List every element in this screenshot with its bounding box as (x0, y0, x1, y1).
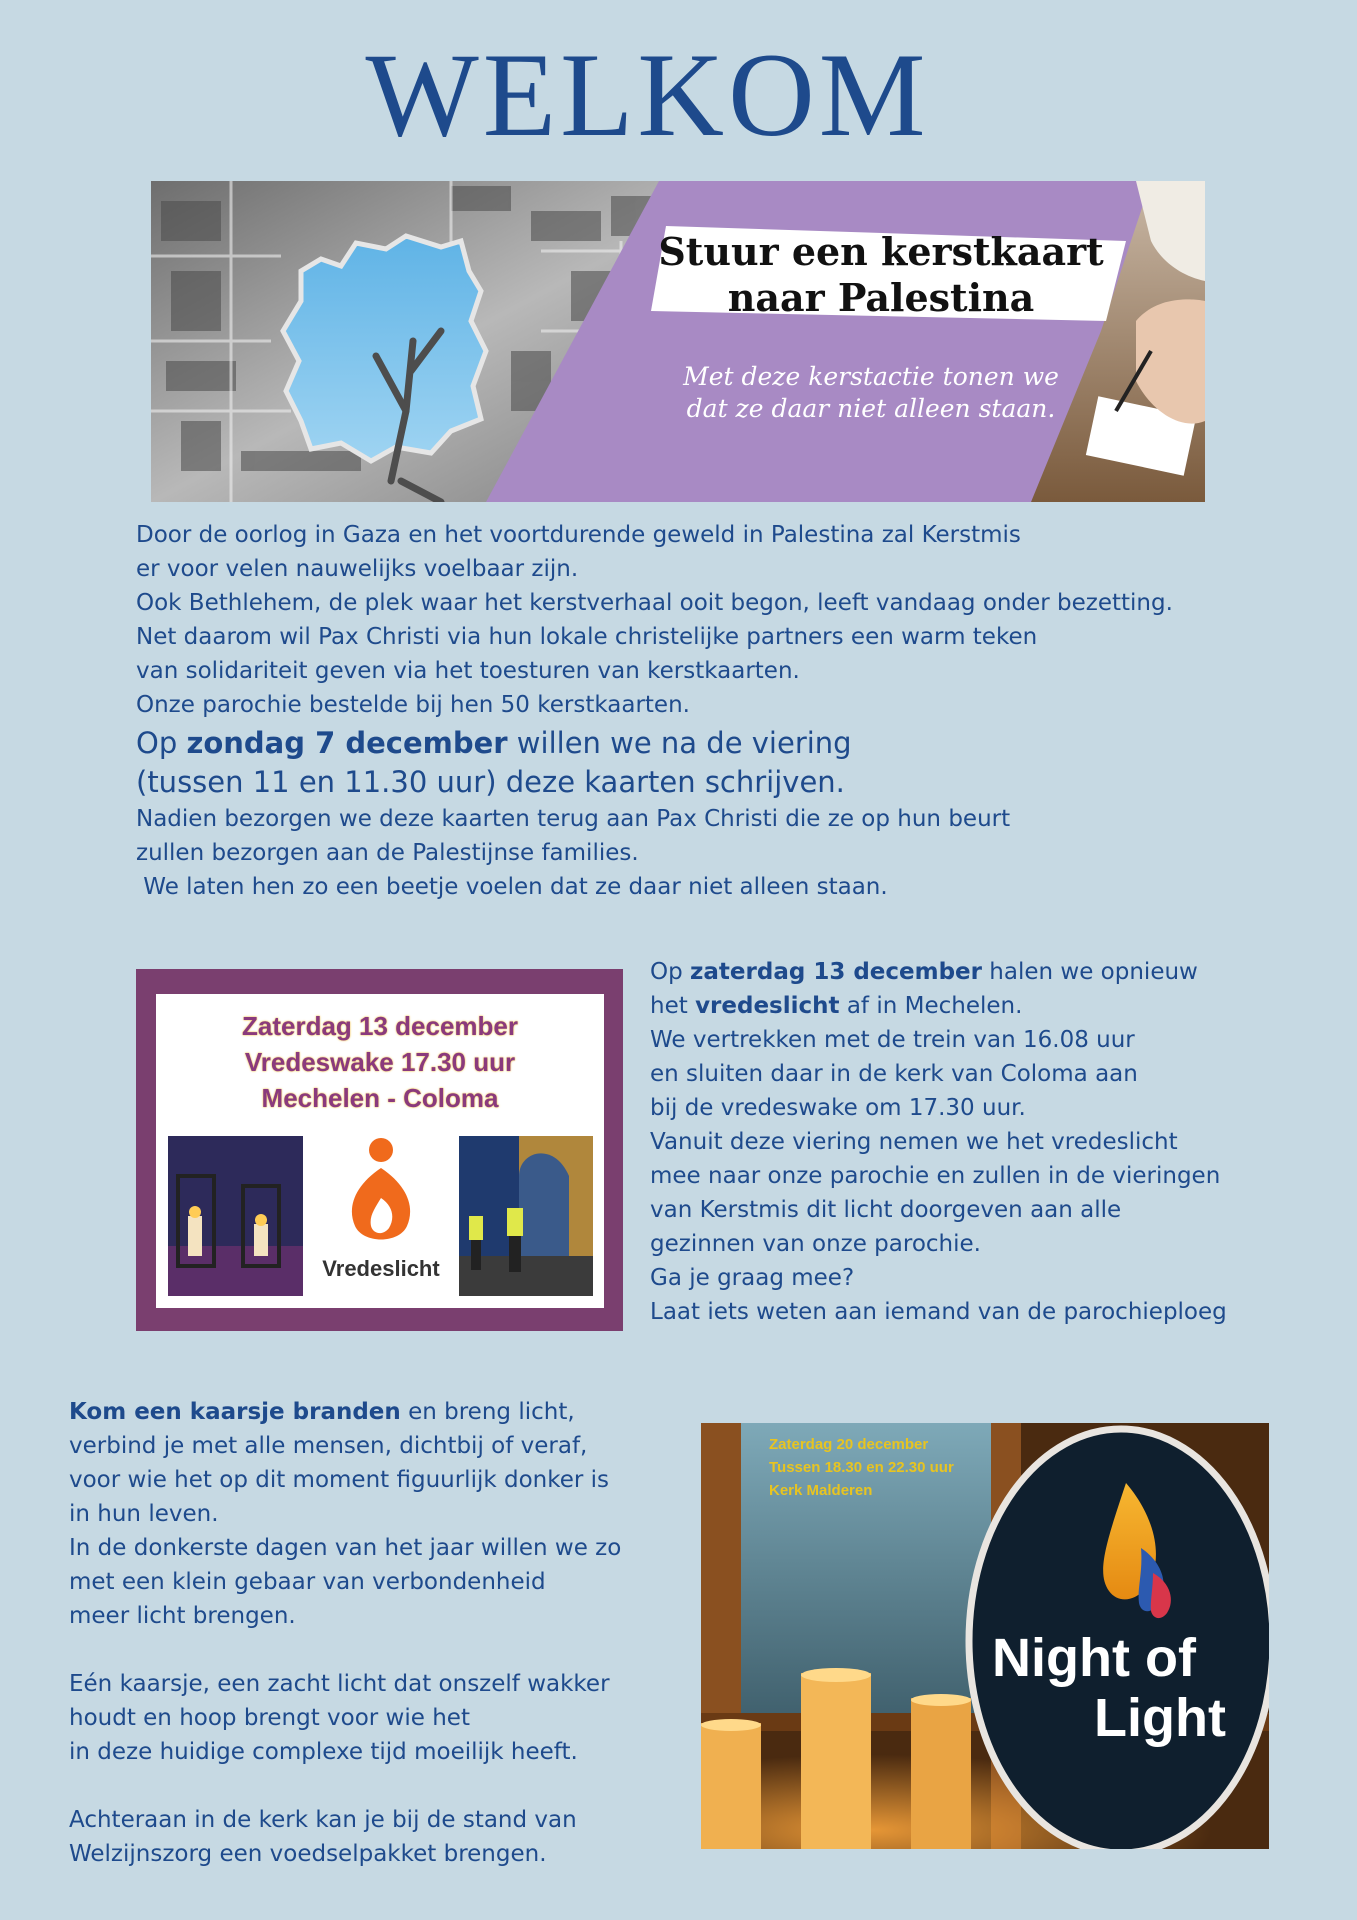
kaarsje-heading: Kom een kaarsje branden (69, 1399, 401, 1425)
christmas-card-banner (151, 181, 1205, 502)
text-fragment: het (650, 993, 696, 1019)
section-kaarsje-text (69, 1395, 621, 1871)
paragraph-line: gezinnen van onze parochie. (650, 1231, 981, 1257)
paragraph-line: verbind je met alle mensen, dichtbij of veraf, (69, 1433, 588, 1459)
vredeslicht-poster (136, 969, 623, 1331)
text-fragment: en breng licht, (400, 1399, 575, 1425)
paragraph-line: zullen bezorgen aan de Palestijnse families. (136, 840, 639, 866)
banner-subtitle (646, 361, 1096, 425)
banner-headline-line1: Stuur een kerstkaart (658, 229, 1104, 274)
nol-location: Kerk Malderen (769, 1482, 873, 1499)
paragraph-line: Nadien bezorgen we deze kaarten terug aan Pax Christi die ze op hun beurt (136, 806, 1011, 832)
vredeslicht-word: vredeslicht (695, 993, 840, 1019)
paragraph-line: in deze huidige complexe tijd moeilijk heeft. (69, 1739, 578, 1765)
paragraph-line: Ga je graag mee? (650, 1265, 855, 1291)
paragraph-line: Welzijnszorg een voedselpakket brengen. (69, 1841, 547, 1867)
nol-title-line1: Night of (992, 1628, 1196, 1688)
paragraph-line: houdt en hoop brengt voor wie het (69, 1705, 470, 1731)
text-fragment: af in Mechelen. (839, 993, 1023, 1019)
paragraph-line: Door de oorlog in Gaza en het voortdurende geweld in Palestina zal Kerstmis (136, 522, 1021, 548)
paragraph-line: We vertrekken met de trein van 16.08 uur (650, 1027, 1135, 1053)
poster-location: Mechelen - Coloma (261, 1083, 499, 1113)
text-fragment: halen we opnieuw (982, 959, 1198, 985)
highlight-prefix: Op (136, 726, 187, 760)
paragraph-line: bij de vredeswake om 17.30 uur. (650, 1095, 1026, 1121)
vredeslicht-logo-label: Vredeslicht (322, 1256, 440, 1281)
nol-time: Tussen 18.30 en 22.30 uur (769, 1459, 954, 1476)
section-kerstkaart-text (136, 518, 1173, 904)
paragraph-line: Laat iets weten aan iemand van de parochieploeg (650, 1299, 1227, 1325)
paragraph-line: meer licht brengen. (69, 1603, 296, 1629)
paragraph-line: We laten hen zo een beetje voelen dat ze daar niet alleen staan. (136, 874, 888, 900)
banner-subtitle-line2: dat ze daar niet alleen staan. (686, 394, 1056, 423)
night-of-light-title (986, 1628, 1226, 1748)
paragraph-line: mee naar onze parochie en zullen in de vieringen (650, 1163, 1221, 1189)
highlight-line (136, 724, 1173, 763)
vredeslicht-poster-inner (156, 994, 604, 1308)
highlight-date: zondag 7 december (186, 726, 508, 760)
vredeslicht-logo (303, 1136, 459, 1296)
banner-headline-line2: naar Palestina (727, 275, 1035, 320)
highlight-line2: (tussen 11 en 11.30 uur) deze kaarten schrijven. (136, 765, 845, 799)
paragraph-line: in hun leven. (69, 1501, 219, 1527)
paragraph-line: In de donkerste dagen van het jaar willen we zo (69, 1535, 622, 1561)
page-title: WELKOM (365, 28, 930, 161)
paragraph-line: Achteraan in de kerk kan je bij de stand van (69, 1807, 577, 1833)
vredeslicht-poster-heading (156, 1008, 604, 1116)
paragraph-line: Vanuit deze viering nemen we het vredeslicht (650, 1129, 1178, 1155)
kaarsje-line1 (69, 1395, 621, 1429)
section-vredeslicht-text (650, 955, 1227, 1329)
nol-date: Zaterdag 20 december (769, 1436, 929, 1453)
paragraph-line: Onze parochie bestelde bij hen 50 kerstkaarten. (136, 692, 690, 718)
banner-subtitle-line1: Met deze kerstactie tonen we (683, 362, 1059, 391)
paragraph-line: voor wie het op dit moment figuurlijk donker is (69, 1467, 610, 1493)
paragraph-line: Eén kaarsje, een zacht licht dat onszelf wakker (69, 1671, 610, 1697)
lanterns-photo (168, 1136, 303, 1296)
paragraph-line: met een klein gebaar van verbondenheid (69, 1569, 546, 1595)
paragraph-line: en sluiten daar in de kerk van Coloma aan (650, 1061, 1138, 1087)
paragraph-line: er voor velen nauwelijks voelbaar zijn. (136, 556, 579, 582)
vredeslicht-line1 (650, 955, 1227, 989)
paragraph-line: van Kerstmis dit licht doorgeven aan alle (650, 1197, 1122, 1223)
vredeslicht-line2 (650, 989, 1227, 1023)
highlight-suffix: willen we na de viering (507, 726, 852, 760)
night-of-light-event-info (769, 1433, 954, 1502)
flame-icon (303, 1136, 459, 1256)
walkers-photo (459, 1136, 593, 1296)
paragraph-line: Ook Bethlehem, de plek waar het kerstverhaal ooit begon, leeft vandaag onder bezetting. (136, 590, 1173, 616)
night-of-light-poster (701, 1423, 1269, 1849)
nol-title-line2: Light (1094, 1688, 1226, 1748)
text-fragment: Op (650, 959, 691, 985)
paragraph-line: van solidariteit geven via het toesturen van kerstkaarten. (136, 658, 800, 684)
banner-headline (656, 229, 1106, 321)
vredeslicht-date: zaterdag 13 december (690, 959, 982, 985)
paragraph-line: Net daarom wil Pax Christi via hun lokale christelijke partners een warm teken (136, 624, 1038, 650)
poster-date: Zaterdag 13 december (241, 1011, 518, 1041)
poster-time: Vredeswake 17.30 uur (244, 1047, 516, 1077)
